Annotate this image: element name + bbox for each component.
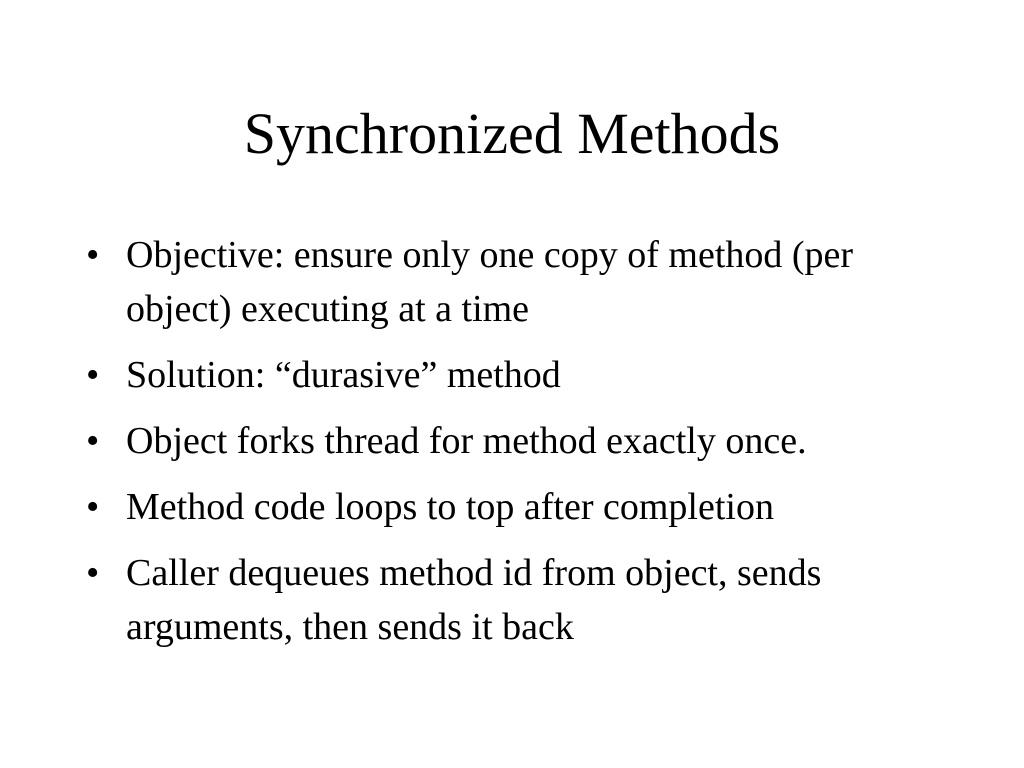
bullet-icon: • [86, 354, 100, 396]
bullet-text: Caller dequeues method id from object, sends arguments, then sends it back [126, 552, 822, 648]
bullet-list [86, 228, 946, 666]
bullet-item [86, 546, 946, 654]
bullet-icon: • [86, 486, 100, 528]
bullet-icon: • [86, 552, 100, 594]
bullet-icon: • [86, 420, 100, 462]
bullet-text: Method code loops to top after completion [126, 486, 774, 528]
bullet-item [86, 228, 946, 336]
bullet-item [86, 480, 946, 534]
bullet-text: Object forks thread for method exactly once. [126, 420, 807, 462]
bullet-icon: • [86, 234, 100, 276]
bullet-item [86, 348, 946, 402]
bullet-item [86, 414, 946, 468]
bullet-text: Objective: ensure only one copy of method (per object) executing at a time [126, 234, 854, 330]
slide-title: Synchronized Methods [243, 101, 781, 166]
bullet-text: Solution: “durasive” method [126, 354, 561, 396]
